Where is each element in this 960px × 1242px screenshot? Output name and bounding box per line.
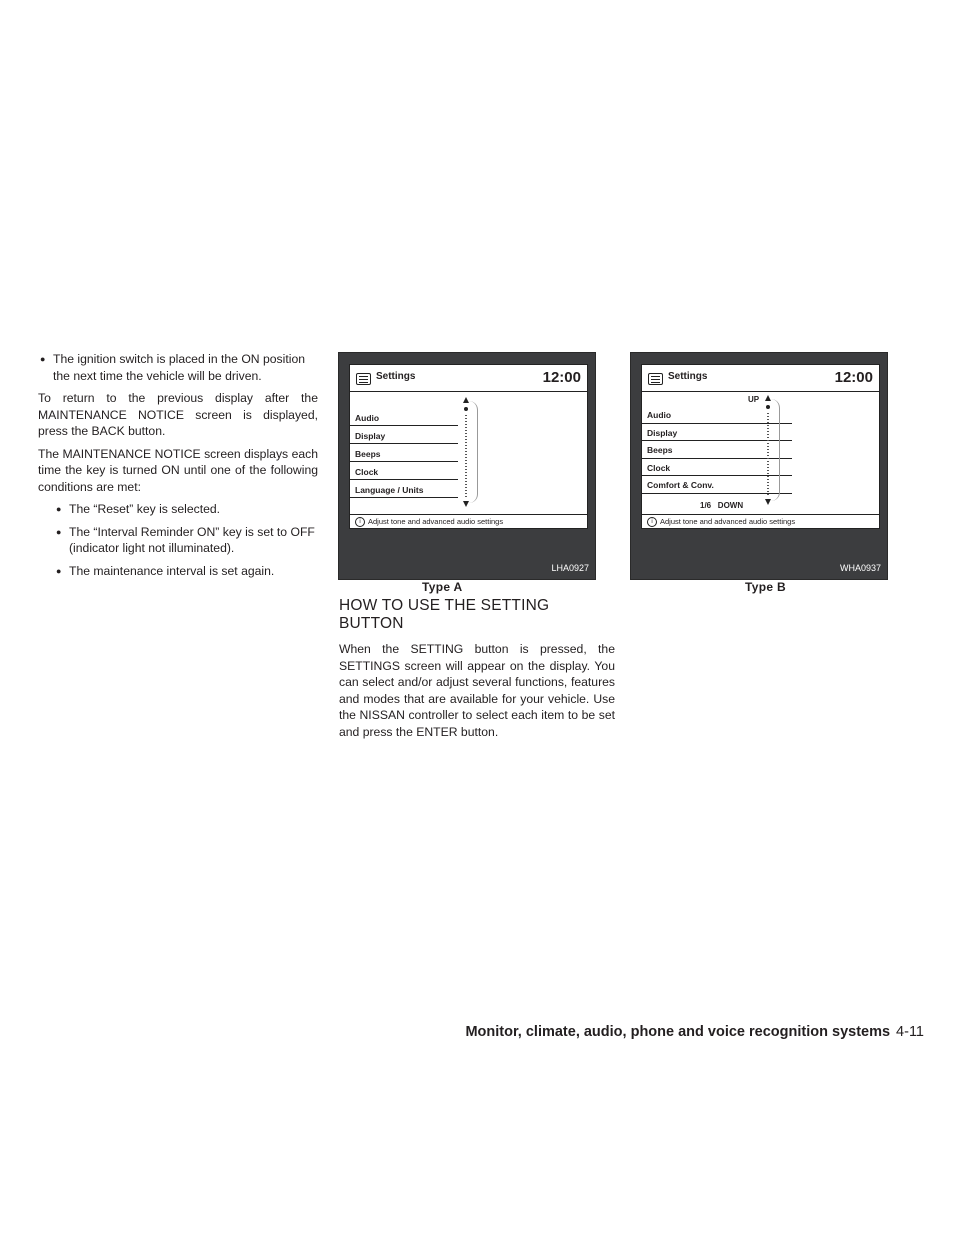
menu-item-audio: Audio xyxy=(642,406,792,424)
info-icon: i xyxy=(647,517,657,527)
menu-item-display: Display xyxy=(642,424,792,442)
chapter-title: Monitor, climate, audio, phone and voice recognition systems xyxy=(465,1024,891,1040)
settings-menu-icon xyxy=(648,373,663,385)
figure-type-a xyxy=(338,352,596,580)
menu-item-display: Display xyxy=(350,426,458,444)
scroll-down-arrow-icon xyxy=(765,499,771,505)
scroll-track xyxy=(465,415,467,499)
bullet-text: The maintenance interval is set again. xyxy=(69,563,275,578)
page-number: 4-11 xyxy=(896,1024,924,1040)
settings-menu-list xyxy=(350,408,458,498)
info-icon: i xyxy=(355,517,365,527)
page-number: 1/6 xyxy=(700,501,712,510)
screen-header xyxy=(642,365,879,392)
menu-item-clock: Clock xyxy=(642,459,792,477)
scroll-curve xyxy=(771,399,780,501)
bullet-item xyxy=(38,563,318,580)
scroll-bar xyxy=(460,397,472,507)
bullet-text: The “Reset” key is selected. xyxy=(69,502,221,516)
page-down-label: DOWN xyxy=(717,501,744,510)
settings-screen-b xyxy=(641,364,880,529)
menu-item-beeps: Beeps xyxy=(642,441,792,459)
bullet-item xyxy=(38,524,318,557)
settings-menu-list xyxy=(642,406,750,494)
section-body: When the SETTING button is pressed, the SETTINGS screen will appear on the display. You can select and/or adjust several functions, features and modes that are available for your vehicle. Use the NISSAN controller to select each item to be set and press the ENTER button. xyxy=(339,642,615,739)
section-heading: HOW TO USE THE SETTING BUTTON xyxy=(339,597,550,632)
paragraph-conditions: The MAINTENANCE NOTICE screen displays each time the key is turned ON until one of the following conditions are met: xyxy=(38,446,318,494)
info-text: Adjust tone and advanced audio settings xyxy=(660,517,796,526)
info-text: Adjust tone and advanced audio settings xyxy=(368,517,504,526)
menu-item-beeps: Beeps xyxy=(350,444,458,462)
screen-title: Settings xyxy=(668,371,708,382)
bullet-icon: ● xyxy=(40,354,46,364)
screen-info-bar xyxy=(642,514,879,528)
figure-label-type-b: Type B xyxy=(745,580,786,594)
menu-item-language-units: Language / Units xyxy=(350,480,458,498)
bullet-icon: ● xyxy=(56,526,62,537)
menu-item-comfort-conv: Comfort & Conv. xyxy=(642,476,792,494)
settings-screen-a xyxy=(349,364,588,529)
screen-header xyxy=(350,365,587,392)
bullet-text: The “Interval Reminder ON” key is set to OFF (indicator light not illuminated). xyxy=(69,524,315,555)
screen-title: Settings xyxy=(376,371,416,382)
figure-code: LHA0927 xyxy=(551,563,589,573)
bullet-text: The ignition switch is placed in the ON position the next time the vehicle will be driven. xyxy=(53,352,306,383)
screen-info-bar xyxy=(350,514,587,528)
screen-clock: 12:00 xyxy=(542,369,581,386)
figure-code: WHA0937 xyxy=(839,563,881,573)
section-setting-button xyxy=(339,597,615,740)
bullet-item xyxy=(38,351,318,384)
paragraph-back-button: To return to the previous display after the MAINTENANCE NOTICE screen is displayed, press the BACK button. xyxy=(38,391,318,438)
bullet-item xyxy=(38,501,318,518)
page-up-label: UP xyxy=(748,395,760,404)
scroll-curve xyxy=(469,401,478,503)
scroll-position-icon xyxy=(766,405,770,409)
page-footer xyxy=(424,1024,924,1040)
scroll-position-icon xyxy=(464,407,468,411)
figure-type-b xyxy=(630,352,888,580)
scroll-down-arrow-icon xyxy=(463,501,469,507)
bullet-icon: ● xyxy=(56,504,62,514)
left-column xyxy=(38,351,318,585)
screen-clock: 12:00 xyxy=(834,369,873,386)
menu-item-clock: Clock xyxy=(350,462,458,480)
menu-item-audio: Audio xyxy=(350,408,458,426)
page-indicator xyxy=(700,501,743,510)
figure-label-type-a: Type A xyxy=(422,580,463,594)
settings-menu-icon xyxy=(356,373,371,385)
scroll-bar xyxy=(762,395,774,505)
bullet-icon: ● xyxy=(56,565,62,576)
scroll-track xyxy=(767,413,769,497)
